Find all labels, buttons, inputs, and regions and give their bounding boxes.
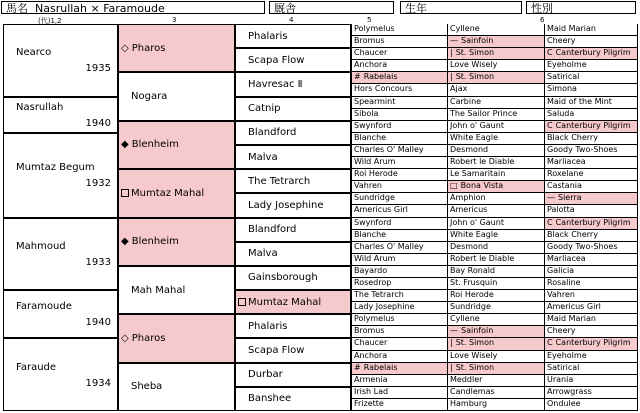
ancestor-name: Roi Herode: [450, 290, 494, 300]
ancestor-gen5-21[interactable]: [351, 278, 447, 290]
ancestor-name: Carbine: [450, 96, 482, 106]
ancestor-name: Marliacea: [547, 253, 586, 263]
ancestor-gen6-10[interactable]: [447, 145, 544, 157]
ancestor-gen5-22[interactable]: [351, 290, 447, 302]
ancestor-name: Satirical: [547, 362, 580, 372]
ancestor-gen5-2[interactable]: [351, 48, 447, 60]
ancestor-gen3-2[interactable]: [118, 121, 235, 169]
ancestor-gen6-21[interactable]: [447, 278, 544, 290]
col-gen4: 4: [289, 16, 294, 24]
ancestor-gen5-1[interactable]: [351, 36, 447, 48]
ancestor-name: Charles O' Malley: [354, 241, 424, 251]
sex-label: 性別: [531, 2, 553, 14]
ancestor-gen4-6[interactable]: [235, 169, 351, 193]
inbreeding-mark-icon: #: [354, 362, 361, 372]
ancestor-name: The Sailor Prince: [450, 108, 518, 118]
ancestor-name: Blanche: [354, 229, 387, 239]
ancestor-gen4-5[interactable]: [235, 145, 351, 169]
ancestor-gen5-4[interactable]: [351, 72, 447, 84]
ancestor-gen3-7[interactable]: [118, 363, 235, 411]
ancestor-name: Candlemas: [450, 386, 495, 396]
ancestor-name: Sundridge: [450, 302, 491, 312]
inbreeding-mark-icon: |: [450, 72, 453, 82]
ancestor-name: Nogara: [131, 91, 168, 103]
ancestor-name: Anchora: [354, 350, 388, 360]
ancestor-name: Anchora: [354, 60, 388, 70]
ancestor-name: Eyeholme: [547, 60, 587, 70]
ancestor-name: Banshee: [248, 393, 292, 405]
ancestor-gen7-28[interactable]: [544, 363, 638, 375]
inbreeding-mark-icon: —: [450, 36, 458, 46]
ancestor-name: Faramoude: [16, 301, 72, 313]
ancestor-gen5-19[interactable]: [351, 254, 447, 266]
ancestor-name: Americus Girl: [547, 302, 601, 312]
ancestor-gen6-17[interactable]: [447, 230, 544, 242]
ancestor-name: Saluda: [547, 108, 575, 118]
col-gen6: 6: [540, 16, 545, 24]
sex-field[interactable]: [526, 1, 636, 14]
ancestor-name: Canterbury Pilgrim: [555, 48, 631, 58]
ancestor-name: Palotta: [547, 205, 575, 215]
ancestor-gen7-19[interactable]: [544, 254, 638, 266]
ancestor-name: Pharos: [131, 332, 166, 344]
ancestor-name: The Tetrarch: [248, 175, 311, 187]
ancestor-name: Nearco: [16, 47, 52, 59]
ancestor-name: Mumtaz Mahal: [131, 187, 205, 199]
ancestor-name: Goody Two-Shoes: [547, 144, 618, 154]
ancestor-name: Havresac Ⅱ: [248, 78, 303, 90]
horse-label: 馬名: [6, 2, 28, 14]
ancestor-gen7-6[interactable]: [544, 97, 638, 109]
ancestor-name: Cheery: [547, 36, 576, 46]
ancestor-gen7-26[interactable]: [544, 338, 638, 350]
pedigree-grid: [3, 24, 638, 411]
inbreeding-mark-icon: C: [547, 338, 553, 348]
ancestor-name: Ondulee: [547, 398, 581, 408]
ancestor-name: St. Simon: [455, 48, 495, 58]
ancestor-gen7-0[interactable]: [544, 24, 638, 36]
ancestor-name: Spearmint: [354, 96, 396, 106]
inbreeding-mark-icon: —: [450, 326, 458, 336]
ancestor-gen6-0[interactable]: [447, 24, 544, 36]
ancestor-gen4-7[interactable]: [235, 193, 351, 217]
ancestor-name: Love Wisely: [450, 350, 498, 360]
ancestor-name: Robert le Diable: [450, 253, 515, 263]
ancestor-gen4-1[interactable]: [235, 48, 351, 72]
ancestor-name: Chaucer: [354, 48, 388, 58]
ancestor-name: Durbar: [248, 369, 283, 381]
ancestor-gen5-25[interactable]: [351, 326, 447, 338]
ancestor-name: St. Simon: [455, 338, 495, 348]
ancestor-gen5-30[interactable]: [351, 387, 447, 399]
stable-label: 厩舎: [274, 2, 296, 14]
ancestor-gen7-8[interactable]: [544, 121, 638, 133]
ancestor-gen4-11[interactable]: [235, 290, 351, 314]
ancestor-name: Simona: [547, 84, 577, 94]
ancestor-gen7-4[interactable]: [544, 72, 638, 84]
ancestor-gen5-3[interactable]: [351, 60, 447, 72]
ancestor-name: Bromus: [354, 36, 385, 46]
ancestor-name: Sheba: [131, 381, 163, 393]
inbreeding-box-icon: [238, 298, 246, 306]
ancestor-gen1-3[interactable]: [3, 218, 118, 291]
birth-year-field[interactable]: [400, 1, 522, 14]
inbreeding-mark-icon: C: [547, 48, 553, 58]
ancestor-gen7-15[interactable]: [544, 205, 638, 217]
ancestor-name: Castania: [547, 181, 582, 191]
ancestor-name: Roxelane: [547, 169, 584, 179]
ancestor-name: Mahmoud: [16, 240, 66, 252]
ancestor-gen3-5[interactable]: [118, 266, 235, 314]
ancestor-gen7-10[interactable]: [544, 145, 638, 157]
ancestor-name: Swynford: [354, 217, 392, 227]
ancestor-name: Vahren: [354, 181, 382, 191]
ancestor-gen1-1[interactable]: [3, 97, 118, 133]
ancestor-name: Catnip: [248, 103, 281, 115]
ancestor-gen4-2[interactable]: [235, 72, 351, 96]
filled-diamond-icon: ◆: [121, 236, 129, 248]
ancestor-gen7-30[interactable]: [544, 387, 638, 399]
ancestor-gen5-5[interactable]: [351, 84, 447, 96]
ancestor-gen5-26[interactable]: [351, 338, 447, 350]
ancestor-gen1-4[interactable]: [3, 290, 118, 338]
ancestor-gen7-18[interactable]: [544, 242, 638, 254]
col-gen5: 5: [367, 16, 372, 24]
ancestor-name: White Eagle: [450, 132, 498, 142]
ancestor-name: Galicia: [547, 265, 575, 275]
ancestor-gen6-13[interactable]: [447, 181, 544, 193]
ancestor-gen6-4[interactable]: [447, 72, 544, 84]
ancestor-gen5-15[interactable]: [351, 205, 447, 217]
inbreeding-mark-icon: —: [547, 193, 555, 203]
ancestor-name: Pharos: [131, 42, 166, 54]
ancestor-gen6-20[interactable]: [447, 266, 544, 278]
ancestor-name: Scapa Flow: [248, 54, 305, 66]
ancestor-gen4-13[interactable]: [235, 338, 351, 362]
ancestor-name: Amphion: [450, 193, 486, 203]
ancestor-gen5-20[interactable]: [351, 266, 447, 278]
ancestor-gen7-12[interactable]: [544, 169, 638, 181]
ancestor-gen6-2[interactable]: [447, 48, 544, 60]
ancestor-name: Blenheim: [131, 236, 179, 248]
ancestor-name: Marliacea: [547, 157, 586, 167]
ancestor-name: Wild Arum: [354, 157, 396, 167]
ancestor-gen4-3[interactable]: [235, 97, 351, 121]
ancestor-gen1-0[interactable]: [3, 24, 118, 97]
ancestor-gen5-28[interactable]: [351, 363, 447, 375]
ancestor-name: Sierra: [558, 193, 582, 203]
ancestor-gen5-10[interactable]: [351, 145, 447, 157]
ancestor-name: Gainsborough: [248, 272, 318, 284]
ancestor-gen6-31[interactable]: [447, 399, 544, 411]
ancestor-gen3-3[interactable]: [118, 169, 235, 217]
ancestor-gen6-7[interactable]: [447, 109, 544, 121]
ancestor-gen5-17[interactable]: [351, 230, 447, 242]
ancestor-name: Blandford: [248, 224, 297, 236]
ancestor-gen6-3[interactable]: [447, 60, 544, 72]
ancestor-gen7-13[interactable]: [544, 181, 638, 193]
ancestor-gen7-5[interactable]: [544, 84, 638, 96]
ancestor-name: Goody Two-Shoes: [547, 241, 618, 251]
ancestor-gen5-16[interactable]: [351, 218, 447, 230]
ancestor-name: Sundridge: [354, 193, 395, 203]
ancestor-gen6-30[interactable]: [447, 387, 544, 399]
ancestor-name: John o' Gaunt: [450, 217, 504, 227]
ancestor-name: Black Cherry: [547, 132, 598, 142]
ancestor-gen6-18[interactable]: [447, 242, 544, 254]
ancestor-name: Nasrullah: [16, 101, 64, 113]
stable-field[interactable]: [269, 1, 394, 14]
ancestor-name: Maid of the Mint: [547, 96, 612, 106]
ancestor-gen7-17[interactable]: [544, 230, 638, 242]
ancestor-name: St. Simon: [455, 72, 495, 82]
ancestor-name: Eyeholme: [547, 350, 587, 360]
ancestor-gen4-0[interactable]: [235, 24, 351, 48]
ancestor-name: Rabelais: [363, 72, 398, 82]
ancestor-gen5-12[interactable]: [351, 169, 447, 181]
ancestor-gen5-27[interactable]: [351, 351, 447, 363]
ancestor-name: Lady Josephine: [248, 199, 324, 211]
ancestor-gen5-9[interactable]: [351, 133, 447, 145]
ancestor-name: Sainfoin: [461, 326, 494, 336]
hollow-diamond-icon: ◇: [121, 42, 129, 54]
ancestor-year: 1935: [85, 63, 111, 75]
ancestor-year: 1933: [85, 256, 111, 268]
ancestor-gen6-14[interactable]: [447, 193, 544, 205]
inbreeding-mark-icon: |: [450, 48, 453, 58]
ancestor-name: Urania: [547, 374, 574, 384]
ancestor-gen6-27[interactable]: [447, 351, 544, 363]
ancestor-name: Blanche: [354, 132, 387, 142]
ancestor-gen6-16[interactable]: [447, 218, 544, 230]
ancestor-gen5-6[interactable]: [351, 97, 447, 109]
ancestor-gen7-14[interactable]: [544, 193, 638, 205]
ancestor-name: Desmond: [450, 241, 489, 251]
ancestor-gen1-5[interactable]: [3, 338, 118, 411]
ancestor-gen6-1[interactable]: [447, 36, 544, 48]
ancestor-name: Chaucer: [354, 338, 388, 348]
ancestor-name: The Tetrarch: [354, 290, 404, 300]
ancestor-name: Frizette: [354, 398, 384, 408]
ancestor-name: Phalaris: [248, 320, 288, 332]
ancestor-gen7-22[interactable]: [544, 290, 638, 302]
ancestor-gen5-8[interactable]: [351, 121, 447, 133]
ancestor-name: Armenia: [354, 374, 388, 384]
ancestor-gen6-22[interactable]: [447, 290, 544, 302]
ancestor-name: Rabelais: [363, 362, 398, 372]
ancestor-gen5-18[interactable]: [351, 242, 447, 254]
inbreeding-mark-icon: C: [547, 217, 553, 227]
ancestor-name: Cyllene: [450, 24, 480, 33]
ancestor-name: Robert le Diable: [450, 157, 515, 167]
ancestor-name: Blenheim: [131, 139, 179, 151]
ancestor-gen6-23[interactable]: [447, 302, 544, 314]
ancestor-gen6-9[interactable]: [447, 133, 544, 145]
ancestor-year: 1934: [85, 377, 111, 389]
ancestor-gen1-2[interactable]: [3, 133, 118, 218]
ancestor-gen3-6[interactable]: [118, 314, 235, 362]
inbreeding-mark-icon: C: [547, 120, 553, 130]
ancestor-gen7-24[interactable]: [544, 314, 638, 326]
ancestor-name: Meddler: [450, 374, 483, 384]
header-bar: [0, 0, 640, 16]
ancestor-name: Maid Marian: [547, 314, 596, 324]
col-gen12: (代)1,2: [38, 17, 62, 25]
ancestor-gen3-0[interactable]: [118, 24, 235, 72]
ancestor-name: Sibola: [354, 108, 379, 118]
ancestor-name: Americus Girl: [354, 205, 408, 215]
ancestor-year: 1940: [85, 317, 111, 329]
ancestor-gen4-14[interactable]: [235, 363, 351, 387]
ancestor-name: Canterbury Pilgrim: [555, 120, 631, 130]
ancestor-year: 1932: [85, 178, 111, 190]
filled-diamond-icon: ◆: [121, 139, 129, 151]
ancestor-name: Hors Concours: [354, 84, 413, 94]
ancestor-gen7-20[interactable]: [544, 266, 638, 278]
ancestor-name: Polymelus: [354, 314, 395, 324]
generation-column-labels: [0, 16, 640, 24]
ancestor-name: Bayardo: [354, 265, 388, 275]
ancestor-name: Arrowgrass: [547, 386, 592, 396]
ancestor-gen5-0[interactable]: [351, 24, 447, 36]
ancestor-name: Maid Marian: [547, 24, 596, 33]
ancestor-gen7-31[interactable]: [544, 399, 638, 411]
ancestor-name: Bromus: [354, 326, 385, 336]
ancestor-gen5-23[interactable]: [351, 302, 447, 314]
ancestor-gen6-29[interactable]: [447, 375, 544, 387]
ancestor-gen6-8[interactable]: [447, 121, 544, 133]
ancestor-gen4-10[interactable]: [235, 266, 351, 290]
ancestor-gen7-25[interactable]: [544, 326, 638, 338]
ancestor-gen7-7[interactable]: [544, 109, 638, 121]
ancestor-gen6-12[interactable]: [447, 169, 544, 181]
ancestor-gen5-11[interactable]: [351, 157, 447, 169]
ancestor-name: Hamburg: [450, 398, 488, 408]
horse-name-field[interactable]: [1, 1, 265, 14]
ancestor-gen6-25[interactable]: [447, 326, 544, 338]
ancestor-name: Love Wisely: [450, 60, 498, 70]
ancestor-gen7-29[interactable]: [544, 375, 638, 387]
ancestor-gen5-31[interactable]: [351, 399, 447, 411]
ancestor-name: Bona Vista: [460, 181, 504, 191]
ancestor-gen7-1[interactable]: [544, 36, 638, 48]
ancestor-gen6-6[interactable]: [447, 97, 544, 109]
ancestor-gen6-19[interactable]: [447, 254, 544, 266]
ancestor-name: Mumtaz Begum: [16, 162, 95, 174]
ancestor-gen7-9[interactable]: [544, 133, 638, 145]
ancestor-year: 1940: [85, 117, 111, 129]
ancestor-gen5-7[interactable]: [351, 109, 447, 121]
ancestor-gen7-16[interactable]: [544, 218, 638, 230]
horse-name: Nasrullah × Faramoude: [35, 2, 165, 14]
ancestor-name: Bay Ronald: [450, 265, 496, 275]
ancestor-gen7-23[interactable]: [544, 302, 638, 314]
ancestor-gen3-4[interactable]: [118, 218, 235, 266]
ancestor-gen7-3[interactable]: [544, 60, 638, 72]
inbreeding-box-icon: [121, 189, 129, 197]
ancestor-name: Wild Arum: [354, 253, 396, 263]
inbreeding-mark-icon: #: [354, 72, 361, 82]
ancestor-name: Faraude: [16, 361, 57, 373]
ancestor-gen4-12[interactable]: [235, 314, 351, 338]
ancestor-name: Le Samaritain: [450, 169, 506, 179]
ancestor-gen4-4[interactable]: [235, 121, 351, 145]
ancestor-name: Satirical: [547, 72, 580, 82]
ancestor-name: Rosaline: [547, 277, 581, 287]
ancestor-name: Scapa Flow: [248, 345, 305, 357]
ancestor-name: Mah Mahal: [131, 284, 186, 296]
ancestor-name: Mumtaz Mahal: [248, 296, 322, 308]
ancestor-gen6-24[interactable]: [447, 314, 544, 326]
ancestor-gen3-1[interactable]: [118, 72, 235, 120]
inbreeding-mark-icon: |: [450, 338, 453, 348]
ancestor-name: Canterbury Pilgrim: [555, 217, 631, 227]
ancestor-gen5-24[interactable]: [351, 314, 447, 326]
inbreeding-mark-icon: |: [450, 362, 453, 372]
ancestor-name: Sainfoin: [461, 36, 494, 46]
ancestor-gen4-15[interactable]: [235, 387, 351, 411]
ancestor-name: St. Frusquin: [450, 277, 498, 287]
ancestor-gen6-11[interactable]: [447, 157, 544, 169]
ancestor-name: Canterbury Pilgrim: [555, 338, 631, 348]
ancestor-name: White Eagle: [450, 229, 498, 239]
ancestor-name: Swynford: [354, 120, 392, 130]
col-gen3: 3: [172, 16, 177, 24]
ancestor-name: Irish Lad: [354, 386, 389, 396]
ancestor-name: Vahren: [547, 290, 575, 300]
ancestor-name: Lady Josephine: [354, 302, 415, 312]
ancestor-gen6-26[interactable]: [447, 338, 544, 350]
ancestor-name: Cyllene: [450, 314, 480, 324]
ancestor-gen7-27[interactable]: [544, 351, 638, 363]
ancestor-name: Ajax: [450, 84, 468, 94]
ancestor-gen6-5[interactable]: [447, 84, 544, 96]
ancestor-gen4-9[interactable]: [235, 242, 351, 266]
birth-label: 生年: [405, 2, 427, 14]
ancestor-name: Desmond: [450, 144, 489, 154]
ancestor-name: Rosedrop: [354, 277, 392, 287]
ancestor-gen5-13[interactable]: [351, 181, 447, 193]
ancestor-name: St. Simon: [455, 362, 495, 372]
ancestor-gen5-14[interactable]: [351, 193, 447, 205]
ancestor-name: Americus: [450, 205, 488, 215]
ancestor-name: Cheery: [547, 326, 576, 336]
ancestor-name: Black Cherry: [547, 229, 598, 239]
ancestor-name: Polymelus: [354, 24, 395, 33]
ancestor-gen5-29[interactable]: [351, 375, 447, 387]
ancestor-gen7-11[interactable]: [544, 157, 638, 169]
ancestor-name: Charles O' Malley: [354, 144, 424, 154]
hollow-diamond-icon: ◇: [121, 332, 129, 344]
ancestor-name: Malva: [248, 248, 278, 260]
ancestor-name: Phalaris: [248, 30, 288, 42]
ancestor-name: Roi Herode: [354, 169, 398, 179]
inbreeding-mark-icon: □: [450, 181, 458, 191]
ancestor-gen6-28[interactable]: [447, 363, 544, 375]
ancestor-name: Blandford: [248, 127, 297, 139]
ancestor-gen7-21[interactable]: [544, 278, 638, 290]
ancestor-gen6-15[interactable]: [447, 205, 544, 217]
ancestor-name: John o' Gaunt: [450, 120, 504, 130]
ancestor-gen7-2[interactable]: [544, 48, 638, 60]
ancestor-gen4-8[interactable]: [235, 218, 351, 242]
ancestor-name: Malva: [248, 151, 278, 163]
